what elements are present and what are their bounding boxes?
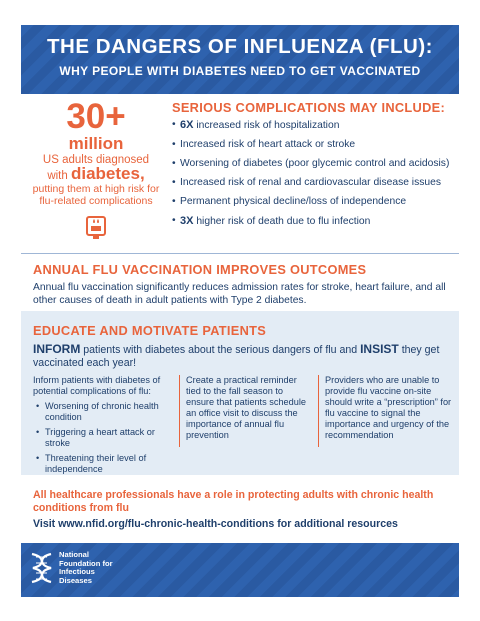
list-item: • Threatening their level of independence xyxy=(33,453,173,475)
page-title: THE DANGERS OF INFLUENZA (FLU): xyxy=(47,35,433,58)
nfid-logo-icon xyxy=(29,552,55,593)
column-list xyxy=(33,401,173,475)
educate-column-reminder: Create a practical reminder tied to the fall season to ensure that patients schedule an office visit to discuss the importance of annual flu prevention xyxy=(179,375,309,447)
stat-line1: US adults diagnosed xyxy=(42,154,150,166)
item-text: Increased risk of heart attack or stroke xyxy=(180,139,356,150)
item-text: Permanent physical decline/loss of independence xyxy=(180,196,407,207)
page-subtitle: WHY PEOPLE WITH DIABETES NEED TO GET VACCINATED xyxy=(59,64,421,78)
complications-section xyxy=(172,100,462,235)
list-item: • Worsening of chronic health condition xyxy=(33,401,173,423)
column-intro: Inform patients with diabetes of potential complications of flu: xyxy=(33,375,161,396)
item-bold: 3X xyxy=(180,215,194,227)
org-name: National Foundation for Infectious Diseases xyxy=(59,550,113,585)
item-text: higher risk of death due to flu infection xyxy=(193,216,371,227)
educate-column-prescription: Providers who are unable to provide flu vaccine on-site should write a “prescription” for flu vaccine to signal the importance and urgency of the recommendation xyxy=(318,375,458,447)
header-banner xyxy=(21,25,459,94)
item-bold: 6X xyxy=(180,119,194,131)
educate-heading: EDUCATE AND MOTIVATE PATIENTS xyxy=(33,323,267,338)
list-item xyxy=(172,177,462,189)
lead-text: they get vaccinated each year! xyxy=(33,344,440,369)
list-item xyxy=(172,158,462,170)
annual-body: Annual flu vaccination significantly reduces admission rates for stroke, heart failure, and all other causes of death in adult patients with Type 2 diabetes. xyxy=(33,282,446,306)
footer-banner xyxy=(21,543,459,597)
item-text: Worsening of diabetes (poor glycemic control and acidosis) xyxy=(180,158,450,169)
list-item xyxy=(172,215,462,228)
complications-heading: SERIOUS COMPLICATIONS MAY INCLUDE: xyxy=(172,100,446,115)
blood-glucose-meter-icon xyxy=(85,216,107,245)
educate-column-inform xyxy=(33,375,173,479)
diabetes-stat xyxy=(31,97,161,245)
educate-lead xyxy=(33,343,443,370)
divider xyxy=(21,253,459,254)
resources-link[interactable]: Visit www.nfid.org/flu-chronic-health-conditions for additional resources xyxy=(33,518,398,530)
list-item: • Triggering a heart attack or stroke xyxy=(33,427,173,449)
lead-bold-inform: INFORM xyxy=(33,342,81,356)
lead-bold-insist: INSIST xyxy=(360,342,399,356)
stat-line3: putting them at high risk for flu-related complications xyxy=(32,183,160,207)
educate-panel xyxy=(21,311,459,475)
stat-description xyxy=(31,154,161,183)
stat-condition: diabetes, xyxy=(70,164,145,183)
stat-unit: million xyxy=(68,134,124,153)
lead-text: patients with diabetes about the serious dangers of flu and xyxy=(80,344,361,356)
list-item xyxy=(172,139,462,151)
item-text: increased risk of hospitalization xyxy=(193,120,340,131)
complications-list xyxy=(172,119,462,228)
stat-number: 30+ xyxy=(66,97,126,136)
item-text: Increased risk of renal and cardiovascular disease issues xyxy=(180,177,441,188)
list-item xyxy=(172,119,462,132)
role-statement: All healthcare professionals have a role in protecting adults with chronic health conditions from flu xyxy=(33,489,434,514)
annual-section xyxy=(33,262,453,307)
stat-with: with xyxy=(47,170,68,182)
annual-heading: ANNUAL FLU VACCINATION IMPROVES OUTCOMES xyxy=(33,262,367,277)
list-item xyxy=(172,196,462,208)
